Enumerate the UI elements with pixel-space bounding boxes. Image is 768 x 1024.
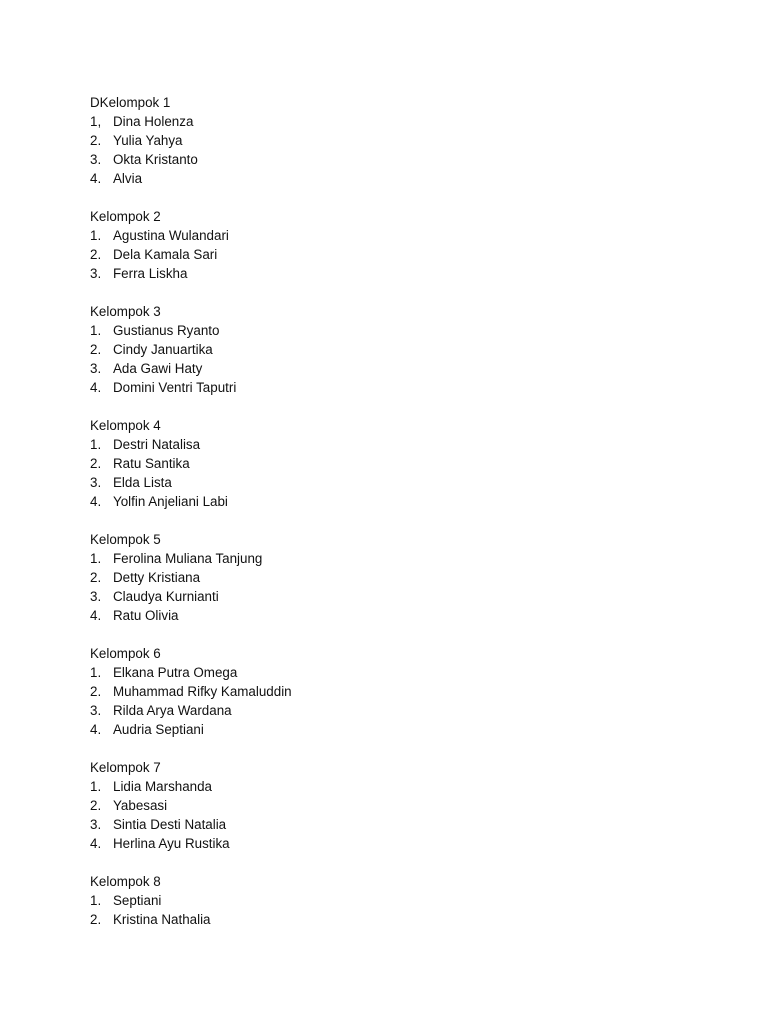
list-item — [90, 587, 730, 606]
list-number: 1. — [90, 893, 102, 908]
list-number: 2. — [90, 684, 102, 699]
member-name: Yolfin Anjeliani Labi — [113, 494, 228, 509]
member-name: Elda Lista — [113, 475, 172, 490]
document-page — [90, 93, 730, 948]
member-name: Yabesasi — [113, 798, 168, 813]
group-title: DKelompok 1 — [90, 95, 171, 110]
member-name: Alvia — [113, 171, 143, 186]
list-item — [90, 701, 730, 720]
member-name: Lidia Marshanda — [113, 779, 213, 794]
list-number: 4. — [90, 836, 102, 851]
list-item — [90, 720, 730, 739]
member-name: Septiani — [113, 893, 162, 908]
list-item — [90, 568, 730, 587]
list-item — [90, 492, 730, 511]
group-section — [90, 758, 730, 853]
list-number: 4. — [90, 171, 102, 186]
list-number: 3. — [90, 817, 102, 832]
member-name: Agustina Wulandari — [113, 228, 229, 243]
group-section — [90, 302, 730, 397]
group-title: Kelompok 8 — [90, 874, 161, 889]
list-number: 1. — [90, 228, 102, 243]
member-name: Dina Holenza — [113, 114, 194, 129]
list-number: 1. — [90, 551, 102, 566]
member-name: Ada Gawi Haty — [113, 361, 203, 376]
group-section — [90, 530, 730, 625]
member-name: Destri Natalisa — [113, 437, 201, 452]
list-item — [90, 435, 730, 454]
group-section — [90, 93, 730, 188]
list-number: 3. — [90, 589, 102, 604]
list-number: 1. — [90, 779, 102, 794]
member-name: Elkana Putra Omega — [113, 665, 238, 680]
group-section — [90, 644, 730, 739]
member-name: Ferolina Muliana Tanjung — [113, 551, 263, 566]
member-name: Claudya Kurnianti — [113, 589, 219, 604]
list-item — [90, 264, 730, 283]
member-name: Ferra Liskha — [113, 266, 188, 281]
list-number: 2. — [90, 798, 102, 813]
group-title: Kelompok 5 — [90, 532, 161, 547]
group-section — [90, 416, 730, 511]
member-name: Muhammad Rifky Kamaluddin — [113, 684, 292, 699]
list-item — [90, 815, 730, 834]
list-item — [90, 796, 730, 815]
list-item — [90, 169, 730, 188]
list-item — [90, 549, 730, 568]
member-name: Okta Kristanto — [113, 152, 198, 167]
list-number: 1. — [90, 437, 102, 452]
group-title: Kelompok 7 — [90, 760, 161, 775]
list-number: 3. — [90, 152, 102, 167]
list-item — [90, 454, 730, 473]
list-number: 3. — [90, 703, 102, 718]
list-item — [90, 777, 730, 796]
list-item — [90, 321, 730, 340]
list-number: 2. — [90, 570, 102, 585]
member-name: Herlina Ayu Rustika — [113, 836, 230, 851]
list-item — [90, 473, 730, 492]
list-item — [90, 834, 730, 853]
group-title: Kelompok 2 — [90, 209, 161, 224]
list-number: 3. — [90, 361, 102, 376]
group-section — [90, 872, 730, 929]
group-title: Kelompok 6 — [90, 646, 161, 661]
list-number: 2. — [90, 912, 102, 927]
list-item — [90, 245, 730, 264]
list-number: 3. — [90, 266, 102, 281]
list-item — [90, 606, 730, 625]
group-section — [90, 207, 730, 283]
member-name: Sintia Desti Natalia — [113, 817, 227, 832]
member-name: Gustianus Ryanto — [113, 323, 220, 338]
member-name: Dela Kamala Sari — [113, 247, 218, 262]
list-item — [90, 891, 730, 910]
member-name: Rilda Arya Wardana — [113, 703, 232, 718]
member-name: Yulia Yahya — [113, 133, 183, 148]
list-item — [90, 682, 730, 701]
list-number: 3. — [90, 475, 102, 490]
list-number: 4. — [90, 494, 102, 509]
list-number: 2. — [90, 133, 102, 148]
list-item — [90, 910, 730, 929]
group-title: Kelompok 3 — [90, 304, 161, 319]
list-item — [90, 112, 730, 131]
list-number: 4. — [90, 380, 102, 395]
member-name: Domini Ventri Taputri — [113, 380, 237, 395]
list-number: 1. — [90, 323, 102, 338]
member-name: Detty Kristiana — [113, 570, 201, 585]
list-item — [90, 150, 730, 169]
member-name: Kristina Nathalia — [113, 912, 211, 927]
list-number: 4. — [90, 722, 102, 737]
member-name: Audria Septiani — [113, 722, 204, 737]
list-number: 4. — [90, 608, 102, 623]
list-number: 1, — [90, 114, 102, 129]
list-item — [90, 359, 730, 378]
member-name: Ratu Santika — [113, 456, 190, 471]
group-title: Kelompok 4 — [90, 418, 161, 433]
list-number: 2. — [90, 247, 102, 262]
list-number: 2. — [90, 342, 102, 357]
list-item — [90, 131, 730, 150]
list-item — [90, 663, 730, 682]
list-number: 2. — [90, 456, 102, 471]
list-item — [90, 226, 730, 245]
list-item — [90, 340, 730, 359]
list-number: 1. — [90, 665, 102, 680]
member-name: Ratu Olivia — [113, 608, 179, 623]
list-item — [90, 378, 730, 397]
member-name: Cindy Januartika — [113, 342, 213, 357]
